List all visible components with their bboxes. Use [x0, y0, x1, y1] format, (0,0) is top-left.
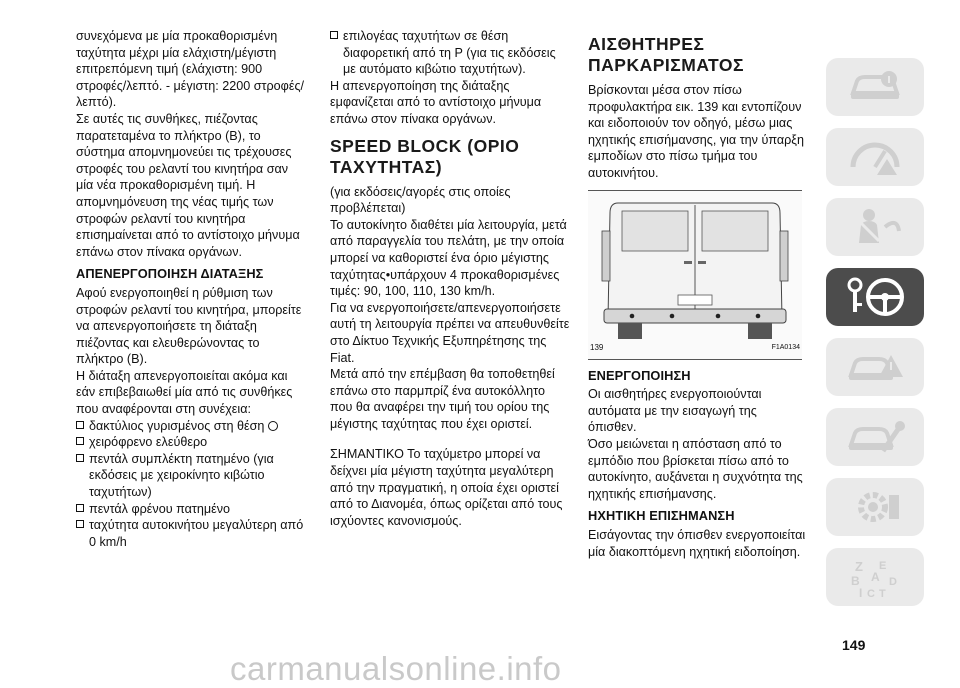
checkbox-bullet-icon: [330, 31, 338, 39]
tab-technical-data[interactable]: [826, 478, 924, 536]
column-3: [588, 28, 808, 560]
svg-text:C: C: [867, 588, 875, 599]
important-note: ΣΗΜΑΝΤΙΚΟ Το ταχύμετρο μπορεί να δείχνει μία μέγιστη ταχύτητα μεγαλύτερη από την πραγματική, η οποία έχει οριστεί από το Διανομέα, όπως ορίζεται από τους ισχύοντες κανονισμούς.: [330, 447, 563, 528]
list-item: ταχύτητα αυτοκινήτου μεγαλύτερη από 0 km/h: [76, 517, 308, 550]
svg-text:T: T: [879, 588, 886, 599]
tab-emergency[interactable]: [826, 338, 924, 396]
chapter-tabs: [826, 58, 926, 618]
checkbox-bullet-icon: [76, 437, 84, 445]
paragraph: Βρίσκονται μέσα στον πίσω προφυλακτήρα εικ. 139 και εντοπίζουν και ειδοποιούν τον οδηγό, μέσω μιας ηχητικής επισήμανσης, για την ύπαρξη εμποδίων στο πίσω τμήμα του αυτοκινήτου.: [588, 83, 804, 180]
van-rear-illustration: [588, 191, 802, 359]
svg-text:D: D: [889, 576, 897, 588]
svg-text:I: I: [859, 586, 863, 599]
list-item: επιλογέας ταχυτήτων σε θέση διαφορετική από τη P (για τις εκδόσεις με αυτόματο κιβώτιο ταχυτήτων).: [330, 28, 570, 78]
svg-text:A: A: [871, 570, 880, 584]
figure-code: F1A0134: [771, 343, 800, 351]
checkbox-bullet-icon: [76, 454, 84, 462]
car-warning-icon: [845, 347, 905, 387]
list-item: δακτύλιος γυρισμένος στη θέση: [76, 418, 308, 435]
list-item: πεντάλ φρένου πατημένο: [76, 501, 308, 518]
paragraph: (για εκδόσεις/αγορές στις οποίες προβλέπεται): [330, 184, 511, 216]
tab-dashboard[interactable]: [826, 128, 924, 186]
tab-service[interactable]: [826, 408, 924, 466]
section-heading: ΑΠΕΝΕΡΓΟΠΟΙΗΣΗ ΔΙΑΤΑΞΗΣ: [76, 266, 264, 282]
tab-starting-driving[interactable]: [826, 268, 924, 326]
svg-text:E: E: [879, 560, 887, 572]
key-steering-wheel-icon: [843, 275, 907, 319]
paragraph: συνεχόμενα με μία προκαθορισμένη ταχύτητα μέχρι μία ελάχιστη/μέγιστη επιτρεπόμενη τιμή (ελάχιστη: 900 στροφές/λεπτό. - μέγιστη: 2200 στροφές/λεπτό).: [76, 29, 305, 110]
seatbelt-safety-icon: [845, 207, 905, 247]
svg-text:B: B: [851, 574, 860, 588]
checkbox-bullet-icon: [76, 421, 84, 429]
list-item: χειρόφρενο ελεύθερο: [76, 434, 308, 451]
checkbox-bullet-icon: [76, 520, 84, 528]
list-item: πεντάλ συμπλέκτη πατημένο (για εκδόσεις με χειροκίνητο κιβώτιο ταχυτήτων): [76, 451, 308, 501]
section-title: ΑΙΣΘΗΤΗΡΕΣ ΠΑΡΚΑΡΙΣΜΑΤΟΣ: [588, 34, 745, 75]
section-heading: ΗΧΗΤΙΚΗ ΕΠΙΣΗΜΑΝΣΗ: [588, 508, 735, 524]
section-heading: ΕΝΕΡΓΟΠΟΙΗΣΗ: [588, 367, 691, 383]
watermark: carmanualsonline.info: [230, 650, 562, 687]
paragraph: Σε αυτές τις συνθήκες, πιέζοντας παρατεταμένα το πλήκτρο (B), το σύστημα απομνημονεύει τις τρέχουσες στροφές του ρελαντί του κινητήρα σαν μία νέα προκαθορισμένη τιμή. Η απομνημόνευση της νέας τιμής των στροφών ρελαντί του κινητήρα επισημαίνεται από το αντίστοιχο μήνυμα επάνω στον πίνακα οργάνων.: [76, 111, 300, 259]
tab-car-info[interactable]: [826, 58, 924, 116]
paragraph: Αφού ενεργοποιηθεί η ρύθμιση των στροφών ρελαντί του κινητήρα, μπορείτε να απενεργοποιήσετε τη διάταξη πιέζοντας και ελευθερώνοντας το πλήκτρο (B).: [76, 285, 302, 367]
paragraph: Το αυτοκίνητο διαθέτει μία λειτουργία, μετά από παραγγελία του πελάτη, με την οποία μπορεί να καθοριστεί ένα όριο μέγιστης ταχύτητας•υπάρχουν 4 προκαθορισμένες τιμές: 90, 100, 110, 130 km/h.: [330, 217, 567, 299]
technical-data-icon: [845, 487, 905, 527]
ignition-ring-icon: [268, 421, 278, 431]
figure-number: 139: [590, 342, 604, 352]
tab-index[interactable]: [826, 548, 924, 606]
column-1: [76, 28, 308, 550]
paragraph: Μετά από την επέμβαση θα τοποθετηθεί επάνω στο παρμπρίζ ένα αυτοκόλλητο που θα αναφέρει την τιμή του ορίου της μέγιστης ταχύτητας που έχει οριστεί.: [330, 367, 555, 431]
dashboard-warning-icon: [845, 137, 905, 177]
alphabetical-index-icon: [845, 555, 905, 599]
car-info-icon: [845, 67, 905, 107]
section-title: SPEED BLOCK (ΟΡΙΟ ΤΑΧΥΤΗΤΑΣ): [330, 135, 520, 177]
figure-van-rear: [588, 190, 802, 360]
paragraph: Η απενεργοποίηση της διάταξης εμφανίζεται από το αντίστοιχο μήνυμα επάνω στον πίνακα οργάνων.: [330, 78, 542, 126]
car-service-icon: [845, 417, 905, 457]
svg-text:Z: Z: [855, 559, 863, 574]
tab-safety[interactable]: [826, 198, 924, 256]
paragraph: Οι αισθητήρες ενεργοποιούνται αυτόματα με την εισαγωγή της όπισθεν.: [588, 387, 762, 435]
checkbox-bullet-icon: [76, 504, 84, 512]
paragraph: Εισάγοντας την όπισθεν ενεργοποιείται μία διακοπτόμενη ηχητική ειδοποίηση.: [588, 527, 806, 559]
column-2: [330, 28, 570, 529]
paragraph: Η διάταξη απενεργοποιείται ακόμα και εάν επιβεβαιωθεί μία από τις συνθήκες που αναφέρονται στη συνέχεια:: [76, 368, 293, 417]
page-number: 149: [842, 637, 866, 653]
paragraph: Όσο μειώνεται η απόσταση από το εμπόδιο που βρίσκεται πίσω από το αυτοκίνητο, αυξάνεται η συχνότητα της ηχητικής επισήμανσης.: [588, 436, 803, 501]
paragraph: Για να ενεργοποιήσετε/απενεργοποιήσετε αυτή τη λειτουργία πρέπει να απευθυνθείτε στο Δίκτυο Τεχνικής Εξυπηρέτησης της Fiat.: [330, 300, 570, 365]
